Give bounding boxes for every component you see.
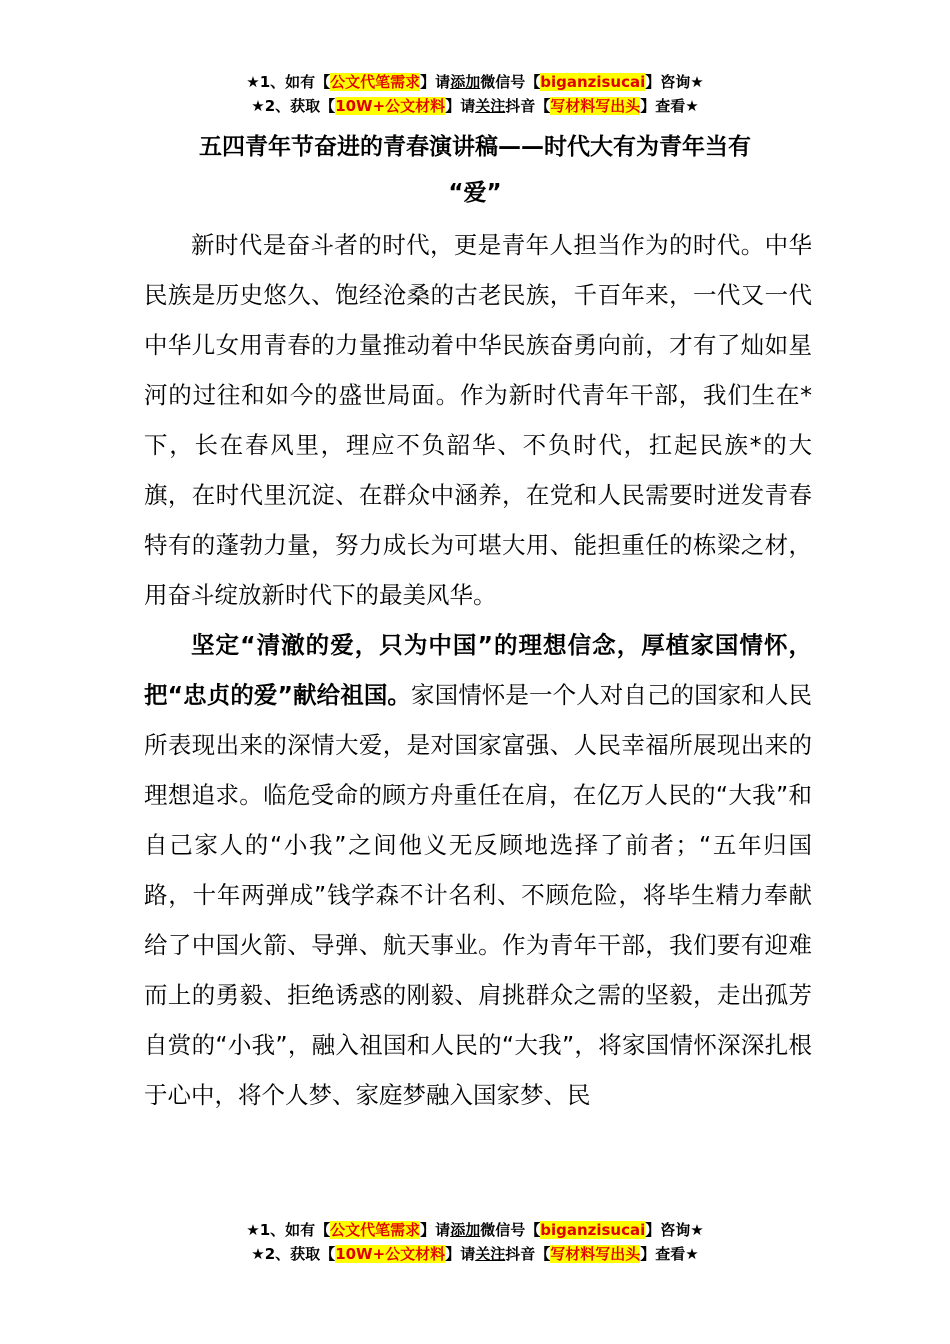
banner-line-2: ★2、获取【10W+公文材料】请关注抖音【写材料写出头】查看★	[251, 1245, 699, 1263]
highlight-douyin: 写材料写出头	[550, 1245, 641, 1263]
highlight-wechat-id: biganzisucai	[540, 1221, 646, 1239]
bottom-banner	[0, 1218, 950, 1266]
highlight-service: 公文代笔需求	[330, 1221, 421, 1239]
top-banner	[0, 70, 950, 118]
highlight-materials: 10W+公文材料	[335, 1245, 446, 1263]
highlight-wechat-id: biganzisucai	[540, 73, 646, 91]
highlight-douyin: 写材料写出头	[550, 97, 641, 115]
paragraph-intro: 新时代是奋斗者的时代，更是青年人担当作为的时代。中华民族是历史悠久、饱经沧桑的古老民族，千百年来，一代又一代中华儿女用青春的力量推动着中华民族奋勇向前，才有了灿如星河的过往和如今的盛世局面。作为新时代青年干部，我们生在*下，长在春风里，理应不负韶华、不负时代，扛起民族*的大旗，在时代里沉淀、在群众中涵养，在党和人民需要时迸发青春特有的蓬勃力量，努力成长为可堪大用、能担重任的栋梁之材，用奋斗绽放新时代下的最美风华。	[144, 231, 812, 609]
paragraph-heading: 坚定“清澈的爱，只为中国”的理想信念，厚植家国情怀，把“忠贞的爱”献给祖国。	[144, 631, 812, 709]
banner-line-1: ★1、如有【公文代笔需求】请添加微信号【biganzisucai】咨询★	[246, 1221, 704, 1239]
banner-line-1: ★1、如有【公文代笔需求】请添加微信号【biganzisucai】咨询★	[246, 73, 704, 91]
highlight-service: 公文代笔需求	[330, 73, 421, 91]
title-line-1: 五四青年节奋进的青春演讲稿——时代大有为青年当有	[199, 134, 751, 160]
document-title	[0, 124, 950, 216]
banner-line-2: ★2、获取【10W+公文材料】请关注抖音【写材料写出头】查看★	[251, 97, 699, 115]
document-body	[144, 220, 812, 1120]
paragraph-text: 家国情怀是一个人对自己的国家和人民所表现出来的深情大爱，是对国家富强、人民幸福所展现出来的理想追求。临危受命的顾方舟重任在肩，在亿万人民的“大我”和自己家人的“小我”之间他义无反顾地选择了前者；“五年归国路，十年两弹成”钱学森不计名利、不顾危险，将毕生精力奉献给了中国火箭、导弹、航天事业。作为青年干部，我们要有迎难而上的勇毅、拒绝诱惑的刚毅、肩挑群众之需的坚毅，走出孤芳自赏的“小我”，融入祖国和人民的“大我”，将家国情怀深深扎根于心中，将个人梦、家庭梦融入国家梦、民	[144, 681, 813, 1109]
paragraph-love-country	[144, 620, 812, 1120]
highlight-materials: 10W+公文材料	[335, 97, 446, 115]
title-line-2: “爱”	[448, 180, 502, 206]
